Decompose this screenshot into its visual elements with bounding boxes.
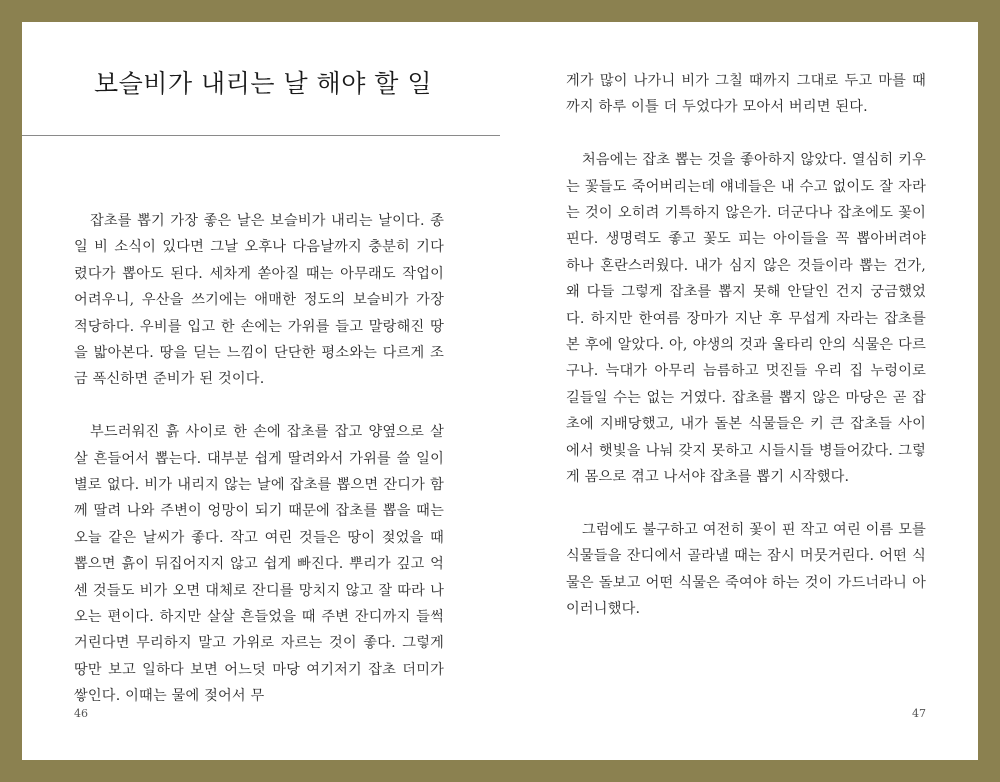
paragraph: 그럼에도 불구하고 여전히 꽃이 핀 작고 여린 이름 모를 식물들을 잔디에서 골라낼 때는 잠시 머뭇거린다. 어떤 식물은 돌보고 어떤 식물은 죽여야 하는 것이 가드너라니 아이러니했다. (566, 521, 926, 618)
right-page-body (566, 68, 926, 623)
book-spread (22, 22, 978, 760)
paragraph-gap (74, 393, 444, 419)
page-number-left: 46 (74, 707, 88, 720)
paragraph: 부드러워진 흙 사이로 한 손에 잡초를 잡고 양옆으로 살살 흔들어서 뽑는다. 대부분 쉽게 딸려와서 가위를 쓸 일이 별로 없다. 비가 내리지 않는 날에 잡초를 뽑으면 잔디가 함께 딸려 나와 주변이 엉망이 되기 때문에 잡초를 뽑을 때는 오늘 같은 날씨가 좋다. 작고 여린 것들은 땅이 젖었을 때 뽑으면 흙이 뒤집어지지 않고 쉽게 빠진다. 뿌리가 깊고 억센 것들도 비가 오면 대체로 잔디를 망치지 않고 잘 따라 나오는 편이다. 하지만 살살 흔들었을 때 주변 잔디까지 들썩거린다면 무리하지 말고 가위로 자르는 것이 좋다. 그렇게 땅만 보고 일하다 보면 어느덧 마당 여기저기 잡초 더미가 쌓인다. 이때는 물에 젖어서 무 (74, 424, 444, 705)
chapter-title: 보슬비가 내리는 날 해야 할 일 (94, 69, 433, 98)
paragraph: 잡초를 뽑기 가장 좋은 날은 보슬비가 내리는 날이다. 종일 비 소식이 있다면 그날 오후나 다음날까지 충분히 기다렸다가 뽑아도 된다. 세차게 쏟아질 때는 아무래도 작업이 어려우니, 우산을 쓰기에는 애매한 정도의 보슬비가 가장 적당하다. 우비를 입고 한 손에는 가위를 들고 말랑해진 땅을 밟아본다. 땅을 딛는 느낌이 단단한 평소와는 다르게 조금 폭신하면 준비가 된 것이다. (74, 213, 444, 388)
paragraph-gap (566, 490, 926, 516)
paragraph-continued: 게가 많이 나가니 비가 그칠 때까지 그대로 두고 마를 때까지 하루 이틀 더 두었다가 모아서 버리면 된다. (566, 73, 926, 116)
right-page (500, 22, 978, 760)
left-page-body (74, 208, 444, 710)
paragraph: 처음에는 잡초 뽑는 것을 좋아하지 않았다. 열심히 키우는 꽃들도 죽어버리는데 얘네들은 내 수고 없이도 잘 자라는 것이 오히려 기특하지 않은가. 더군다나 잡초에도 꽃이 핀다. 생명력도 좋고 꽃도 피는 아이들을 꼭 뽑아버려야 하나 혼란스러웠다. 내가 심지 않은 것들이라 뽑는 건가, 왜 다들 그렇게 잡초를 뽑지 못해 안달인 건지 궁금했었다. 하지만 한여름 장마가 지난 후 무섭게 자라는 잡초를 본 후에 알았다. 아, 야생의 것과 울타리 안의 식물은 다르구나. 늑대가 아무리 늠름하고 멋진들 우리 집 누렁이로 길들일 수는 없는 거였다. 잡초를 뽑지 않은 마당은 곧 잡초에 지배당했고, 내가 돌본 식물들은 키 큰 잡초들 사이에서 햇빛을 나눠 갖지 못하고 시들시들 병들어갔다. 그렇게 몸으로 겪고 나서야 잡초를 뽑기 시작했다. (566, 152, 926, 486)
left-page (22, 22, 500, 760)
paragraph-gap (566, 121, 926, 147)
page-number-right: 47 (912, 707, 926, 720)
title-divider (22, 135, 500, 136)
